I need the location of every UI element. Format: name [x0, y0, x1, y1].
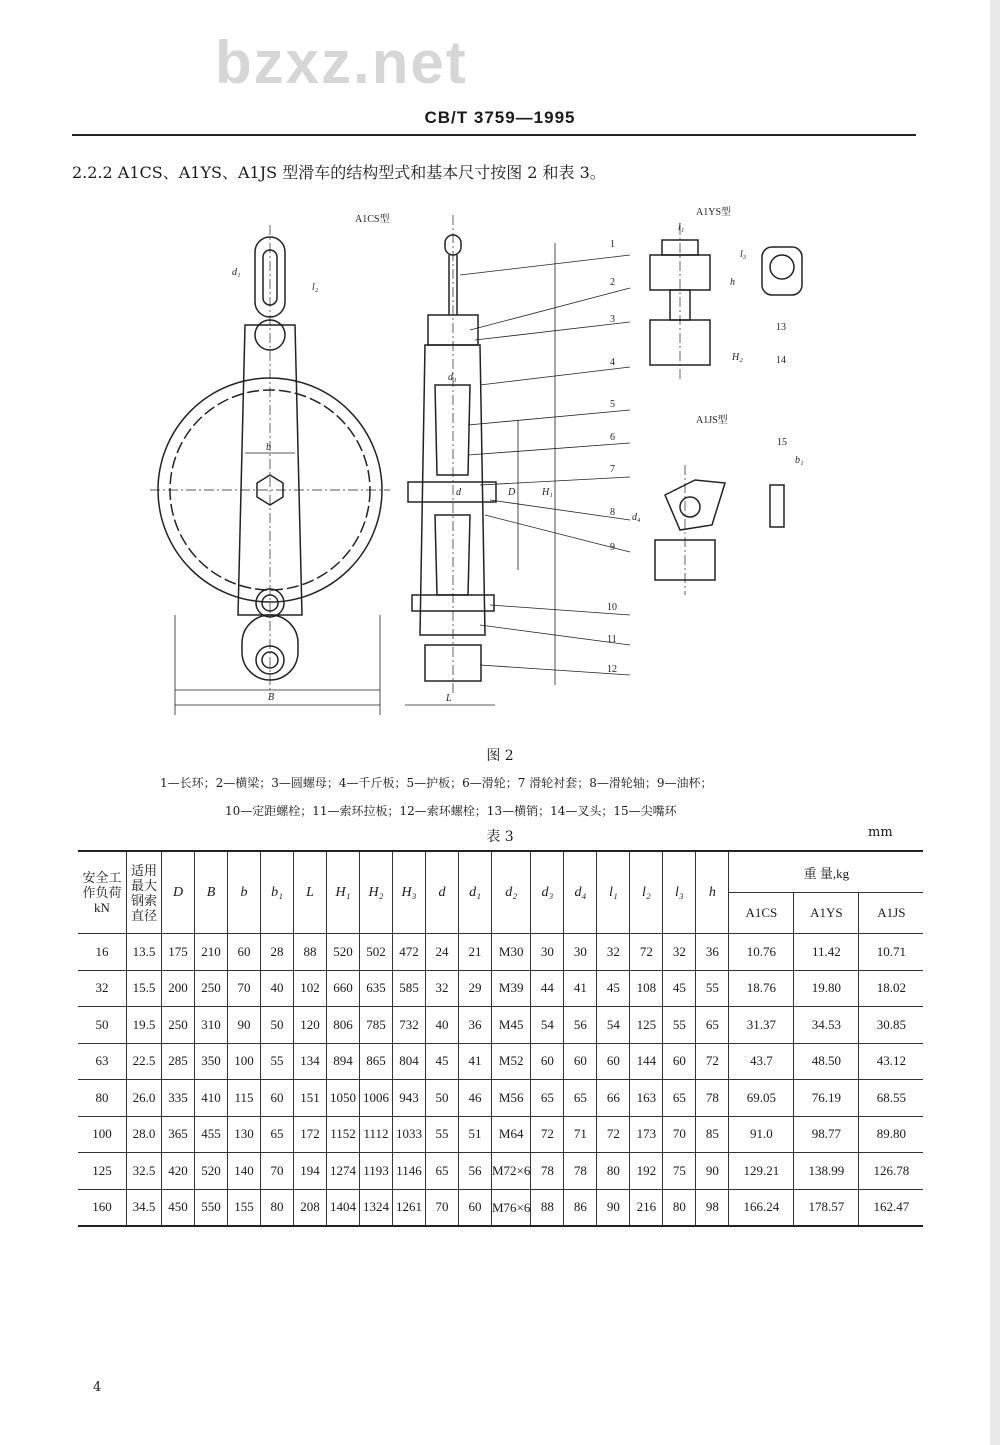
table-cell: 65 — [564, 1080, 597, 1117]
table-cell: 41 — [459, 1043, 492, 1080]
table-cell: 420 — [162, 1153, 195, 1190]
table-cell: 1404 — [327, 1189, 360, 1226]
table-cell: 80 — [597, 1153, 630, 1190]
header-col: L — [294, 851, 327, 934]
table-cell: M30 — [492, 934, 531, 971]
table-cell: 65 — [663, 1080, 696, 1117]
table-cell: 19.5 — [127, 1007, 162, 1044]
table-cell: 175 — [162, 934, 195, 971]
header-col: d₂ — [492, 851, 531, 934]
table-cell: 155 — [228, 1189, 261, 1226]
table-cell: 28.0 — [127, 1116, 162, 1153]
table-cell: 32 — [663, 934, 696, 971]
part-11: 11 — [607, 634, 617, 645]
table-cell: 19.80 — [794, 970, 859, 1007]
table-cell: 55 — [663, 1007, 696, 1044]
table-row — [78, 1007, 923, 1044]
table-row — [78, 1080, 923, 1117]
part-3: 3 — [610, 314, 615, 325]
table-cell: 660 — [327, 970, 360, 1007]
table-cell: 30 — [531, 934, 564, 971]
dim-l2: l₂ — [312, 282, 319, 293]
table-cell: 216 — [630, 1189, 663, 1226]
table-cell: 16 — [78, 934, 127, 971]
table-cell: 172 — [294, 1116, 327, 1153]
table-cell: 65 — [261, 1116, 294, 1153]
header-col: H₂ — [360, 851, 393, 934]
table-body — [78, 934, 923, 1227]
header-col: d₁ — [459, 851, 492, 934]
table-cell: 350 — [195, 1043, 228, 1080]
table-cell: 125 — [78, 1153, 127, 1190]
table-cell: 68.55 — [859, 1080, 924, 1117]
table-row — [78, 970, 923, 1007]
table-cell: 86 — [564, 1189, 597, 1226]
table-cell: 70 — [228, 970, 261, 1007]
table-cell: 60 — [663, 1043, 696, 1080]
table-cell: M39 — [492, 970, 531, 1007]
header-col: l₃ — [663, 851, 696, 934]
table-cell: 40 — [426, 1007, 459, 1044]
table-cell: 166.24 — [729, 1189, 794, 1226]
table-cell: 72 — [597, 1116, 630, 1153]
table-cell: 60 — [459, 1189, 492, 1226]
part-15: 15 — [777, 437, 787, 448]
table-cell: 1152 — [327, 1116, 360, 1153]
table-cell: 1274 — [327, 1153, 360, 1190]
a1cs-section-view — [405, 215, 555, 705]
pulley-block-drawing — [150, 195, 870, 725]
table-row — [78, 1116, 923, 1153]
table-cell: 70 — [426, 1189, 459, 1226]
part-2: 2 — [610, 277, 615, 288]
table-cell: 89.80 — [859, 1116, 924, 1153]
table-cell: 200 — [162, 970, 195, 1007]
table-cell: 78 — [531, 1153, 564, 1190]
table-cell: 55 — [261, 1043, 294, 1080]
table-cell: 732 — [393, 1007, 426, 1044]
table-cell: 520 — [327, 934, 360, 971]
header-col: b — [228, 851, 261, 934]
header-col: d — [426, 851, 459, 934]
dim-l1: l₁ — [678, 222, 685, 233]
table-cell: M76×6 — [492, 1189, 531, 1226]
table-cell: 635 — [360, 970, 393, 1007]
table-cell: 63 — [78, 1043, 127, 1080]
table-cell: 15.5 — [127, 970, 162, 1007]
table-cell: 32 — [597, 934, 630, 971]
header-col: l₂ — [630, 851, 663, 934]
table-cell: 78 — [696, 1080, 729, 1117]
dim-b: b — [266, 442, 271, 453]
table-cell: 36 — [696, 934, 729, 971]
header-col: H₃ — [393, 851, 426, 934]
table-cell: 108 — [630, 970, 663, 1007]
dimensions-table — [78, 850, 923, 1227]
header-load: 安全工作负荷 kN — [78, 851, 127, 934]
header-col: d₃ — [531, 851, 564, 934]
figure-legend-line-2: 10—定距螺栓；11—索环拉板；12—索环螺栓；13—横销；14—叉头；15—尖嘴环 — [225, 804, 677, 818]
watermark: bzxz.net — [215, 29, 468, 96]
header-rope: 适用最大钢索直径 — [127, 851, 162, 934]
table-cell: 1112 — [360, 1116, 393, 1153]
table-cell: 285 — [162, 1043, 195, 1080]
dim-H1: H₁ — [542, 487, 553, 498]
table-cell: 29 — [459, 970, 492, 1007]
table-cell: 130 — [228, 1116, 261, 1153]
part-7: 7 — [610, 464, 615, 475]
table-cell: 804 — [393, 1043, 426, 1080]
dim-b1: b₁ — [795, 455, 804, 466]
table-cell: 1324 — [360, 1189, 393, 1226]
dim-L: L — [446, 693, 452, 704]
table-cell: 40 — [261, 970, 294, 1007]
table-cell: 80 — [78, 1080, 127, 1117]
table-row — [78, 1043, 923, 1080]
dim-l3: l₃ — [740, 249, 747, 260]
dim-D: D — [508, 487, 516, 498]
standard-number: CB/T 3759—1995 — [424, 108, 576, 127]
table-cell: 1193 — [360, 1153, 393, 1190]
table-cell: 80 — [261, 1189, 294, 1226]
table-cell: 80 — [663, 1189, 696, 1226]
table-cell: 32 — [78, 970, 127, 1007]
table-cell: 120 — [294, 1007, 327, 1044]
table-cell: 943 — [393, 1080, 426, 1117]
table-cell: 894 — [327, 1043, 360, 1080]
table-cell: 126.78 — [859, 1153, 924, 1190]
table-cell: 72 — [630, 934, 663, 971]
table-cell: 85 — [696, 1116, 729, 1153]
dim-H2: H₂ — [732, 352, 743, 363]
header-weight-a1js: A1JS — [859, 893, 924, 934]
table-cell: 455 — [195, 1116, 228, 1153]
table-cell: 21 — [459, 934, 492, 971]
table-cell: 24 — [426, 934, 459, 971]
table-cell: 115 — [228, 1080, 261, 1117]
table-cell: 56 — [564, 1007, 597, 1044]
part-10: 10 — [607, 602, 617, 613]
table-cell: 65 — [696, 1007, 729, 1044]
table-cell: 1261 — [393, 1189, 426, 1226]
table-cell: 70 — [261, 1153, 294, 1190]
dim-d3: d₃ — [448, 372, 457, 383]
table-cell: 472 — [393, 934, 426, 971]
leader-lines — [460, 255, 630, 675]
table-cell: 11.42 — [794, 934, 859, 971]
table-cell: 163 — [630, 1080, 663, 1117]
table-cell: 13.5 — [127, 934, 162, 971]
table-cell: 520 — [195, 1153, 228, 1190]
table-cell: 450 — [162, 1189, 195, 1226]
table-cell: 100 — [78, 1116, 127, 1153]
table-cell: 138.99 — [794, 1153, 859, 1190]
a1cs-front-view — [150, 225, 390, 715]
table-cell: 785 — [360, 1007, 393, 1044]
table-cell: M52 — [492, 1043, 531, 1080]
table-cell: 91.0 — [729, 1116, 794, 1153]
table-cell: 69.05 — [729, 1080, 794, 1117]
table-cell: 162.47 — [859, 1189, 924, 1226]
part-6: 6 — [610, 432, 615, 443]
table-cell: 55 — [696, 970, 729, 1007]
table-cell: 806 — [327, 1007, 360, 1044]
table-cell: 72 — [531, 1116, 564, 1153]
table-cell: 65 — [426, 1153, 459, 1190]
part-12: 12 — [607, 664, 617, 675]
table-title: 表 3 — [486, 829, 514, 845]
table-cell: 90 — [696, 1153, 729, 1190]
table-cell: 60 — [228, 934, 261, 971]
table-cell: 76.19 — [794, 1080, 859, 1117]
table-cell: 75 — [663, 1153, 696, 1190]
table-cell: 26.0 — [127, 1080, 162, 1117]
table-cell: 1006 — [360, 1080, 393, 1117]
table-cell: 51 — [459, 1116, 492, 1153]
table-cell: 365 — [162, 1116, 195, 1153]
header-col: D — [162, 851, 195, 934]
table-cell: 134 — [294, 1043, 327, 1080]
table-cell: 250 — [195, 970, 228, 1007]
table-cell: 32 — [426, 970, 459, 1007]
table-cell: 70 — [663, 1116, 696, 1153]
dim-d1: d₁ — [232, 267, 241, 278]
table-cell: 88 — [531, 1189, 564, 1226]
table-cell: 1146 — [393, 1153, 426, 1190]
table-row — [78, 934, 923, 971]
table-cell: 865 — [360, 1043, 393, 1080]
header-rule — [72, 134, 916, 136]
table-cell: 36 — [459, 1007, 492, 1044]
part-13: 13 — [776, 322, 786, 333]
table-cell: 71 — [564, 1116, 597, 1153]
table-cell: 55 — [426, 1116, 459, 1153]
table-cell: 585 — [393, 970, 426, 1007]
header-col: H₁ — [327, 851, 360, 934]
table-cell: 45 — [597, 970, 630, 1007]
table-row — [78, 1153, 923, 1190]
table-cell: 102 — [294, 970, 327, 1007]
table-cell: 60 — [531, 1043, 564, 1080]
section-heading: 2.2.2 A1CS、A1YS、A1JS 型滑车的结构型式和基本尺寸按图 2 和表 3。 — [72, 163, 606, 182]
table-cell: M64 — [492, 1116, 531, 1153]
table-cell: 550 — [195, 1189, 228, 1226]
table-cell: 88 — [294, 934, 327, 971]
part-14: 14 — [776, 355, 786, 366]
table-cell: 60 — [564, 1043, 597, 1080]
table-cell: 208 — [294, 1189, 327, 1226]
dim-B: B — [268, 692, 275, 703]
table-cell: 32.5 — [127, 1153, 162, 1190]
table-cell: 410 — [195, 1080, 228, 1117]
dim-d4: d₄ — [632, 512, 641, 523]
table-cell: 46 — [459, 1080, 492, 1117]
label-a1ys: A1YS型 — [696, 207, 732, 218]
table-cell: M56 — [492, 1080, 531, 1117]
table-cell: M45 — [492, 1007, 531, 1044]
table-cell: 18.76 — [729, 970, 794, 1007]
table-cell: 502 — [360, 934, 393, 971]
table-cell: 28 — [261, 934, 294, 971]
part-9: 9 — [610, 542, 615, 553]
table-cell: 54 — [597, 1007, 630, 1044]
table-cell: 78 — [564, 1153, 597, 1190]
table-cell: 335 — [162, 1080, 195, 1117]
a1js-view — [655, 465, 784, 595]
table-unit: mm — [868, 825, 893, 840]
table-cell: M72×6 — [492, 1153, 531, 1190]
page-number: 4 — [93, 1380, 102, 1395]
table-cell: 250 — [162, 1007, 195, 1044]
part-8: 8 — [610, 507, 615, 518]
table-cell: 310 — [195, 1007, 228, 1044]
table-cell: 178.57 — [794, 1189, 859, 1226]
header-col: h — [696, 851, 729, 934]
page-edge — [990, 0, 1000, 1445]
table-cell: 50 — [261, 1007, 294, 1044]
table-cell: 50 — [78, 1007, 127, 1044]
table-cell: 129.21 — [729, 1153, 794, 1190]
table-cell: 90 — [228, 1007, 261, 1044]
table-cell: 30 — [564, 934, 597, 971]
table-cell: 72 — [696, 1043, 729, 1080]
table-cell: 192 — [630, 1153, 663, 1190]
table-cell: 173 — [630, 1116, 663, 1153]
table-row — [78, 1189, 923, 1226]
header-weight-a1cs: A1CS — [729, 893, 794, 934]
label-a1cs: A1CS型 — [355, 214, 390, 225]
header-col: b₁ — [261, 851, 294, 934]
table-cell: 10.76 — [729, 934, 794, 971]
table-cell: 56 — [459, 1153, 492, 1190]
table-cell: 22.5 — [127, 1043, 162, 1080]
part-4: 4 — [610, 357, 615, 368]
figure-legend-line-1: 1—长环；2—横梁；3—圆螺母；4—千斤板；5—护板；6—滑轮；7 滑轮衬套；8—滑轮轴；9—油杯； — [160, 776, 713, 790]
table-cell: 160 — [78, 1189, 127, 1226]
table-cell: 144 — [630, 1043, 663, 1080]
figure-caption: 图 2 — [486, 748, 514, 764]
table-cell: 34.53 — [794, 1007, 859, 1044]
table-cell: 45 — [426, 1043, 459, 1080]
table-cell: 194 — [294, 1153, 327, 1190]
table-cell: 65 — [531, 1080, 564, 1117]
table-cell: 140 — [228, 1153, 261, 1190]
header-weight: 重 量,kg — [729, 851, 924, 893]
table-cell: 1033 — [393, 1116, 426, 1153]
part-1: 1 — [610, 239, 615, 250]
header-col: B — [195, 851, 228, 934]
header-col: d₄ — [564, 851, 597, 934]
table-cell: 60 — [597, 1043, 630, 1080]
table-cell: 30.85 — [859, 1007, 924, 1044]
label-a1js: A1JS型 — [696, 415, 728, 426]
table-cell: 54 — [531, 1007, 564, 1044]
table-cell: 210 — [195, 934, 228, 971]
table-cell: 1050 — [327, 1080, 360, 1117]
table-cell: 100 — [228, 1043, 261, 1080]
table-cell: 125 — [630, 1007, 663, 1044]
table-cell: 44 — [531, 970, 564, 1007]
table-cell: 45 — [663, 970, 696, 1007]
table-cell: 43.12 — [859, 1043, 924, 1080]
table-cell: 60 — [261, 1080, 294, 1117]
table-cell: 98 — [696, 1189, 729, 1226]
table-cell: 50 — [426, 1080, 459, 1117]
table-cell: 48.50 — [794, 1043, 859, 1080]
table-cell: 31.37 — [729, 1007, 794, 1044]
table-cell: 151 — [294, 1080, 327, 1117]
table-cell: 41 — [564, 970, 597, 1007]
table-cell: 34.5 — [127, 1189, 162, 1226]
dim-h: h — [730, 277, 735, 288]
table-cell: 90 — [597, 1189, 630, 1226]
header-weight-a1ys: A1YS — [794, 893, 859, 934]
table-cell: 98.77 — [794, 1116, 859, 1153]
table-cell: 66 — [597, 1080, 630, 1117]
dim-d: d — [456, 487, 461, 498]
table-cell: 43.7 — [729, 1043, 794, 1080]
table-cell: 10.71 — [859, 934, 924, 971]
table-cell: 18.02 — [859, 970, 924, 1007]
header-col: l₁ — [597, 851, 630, 934]
part-5: 5 — [610, 399, 615, 410]
